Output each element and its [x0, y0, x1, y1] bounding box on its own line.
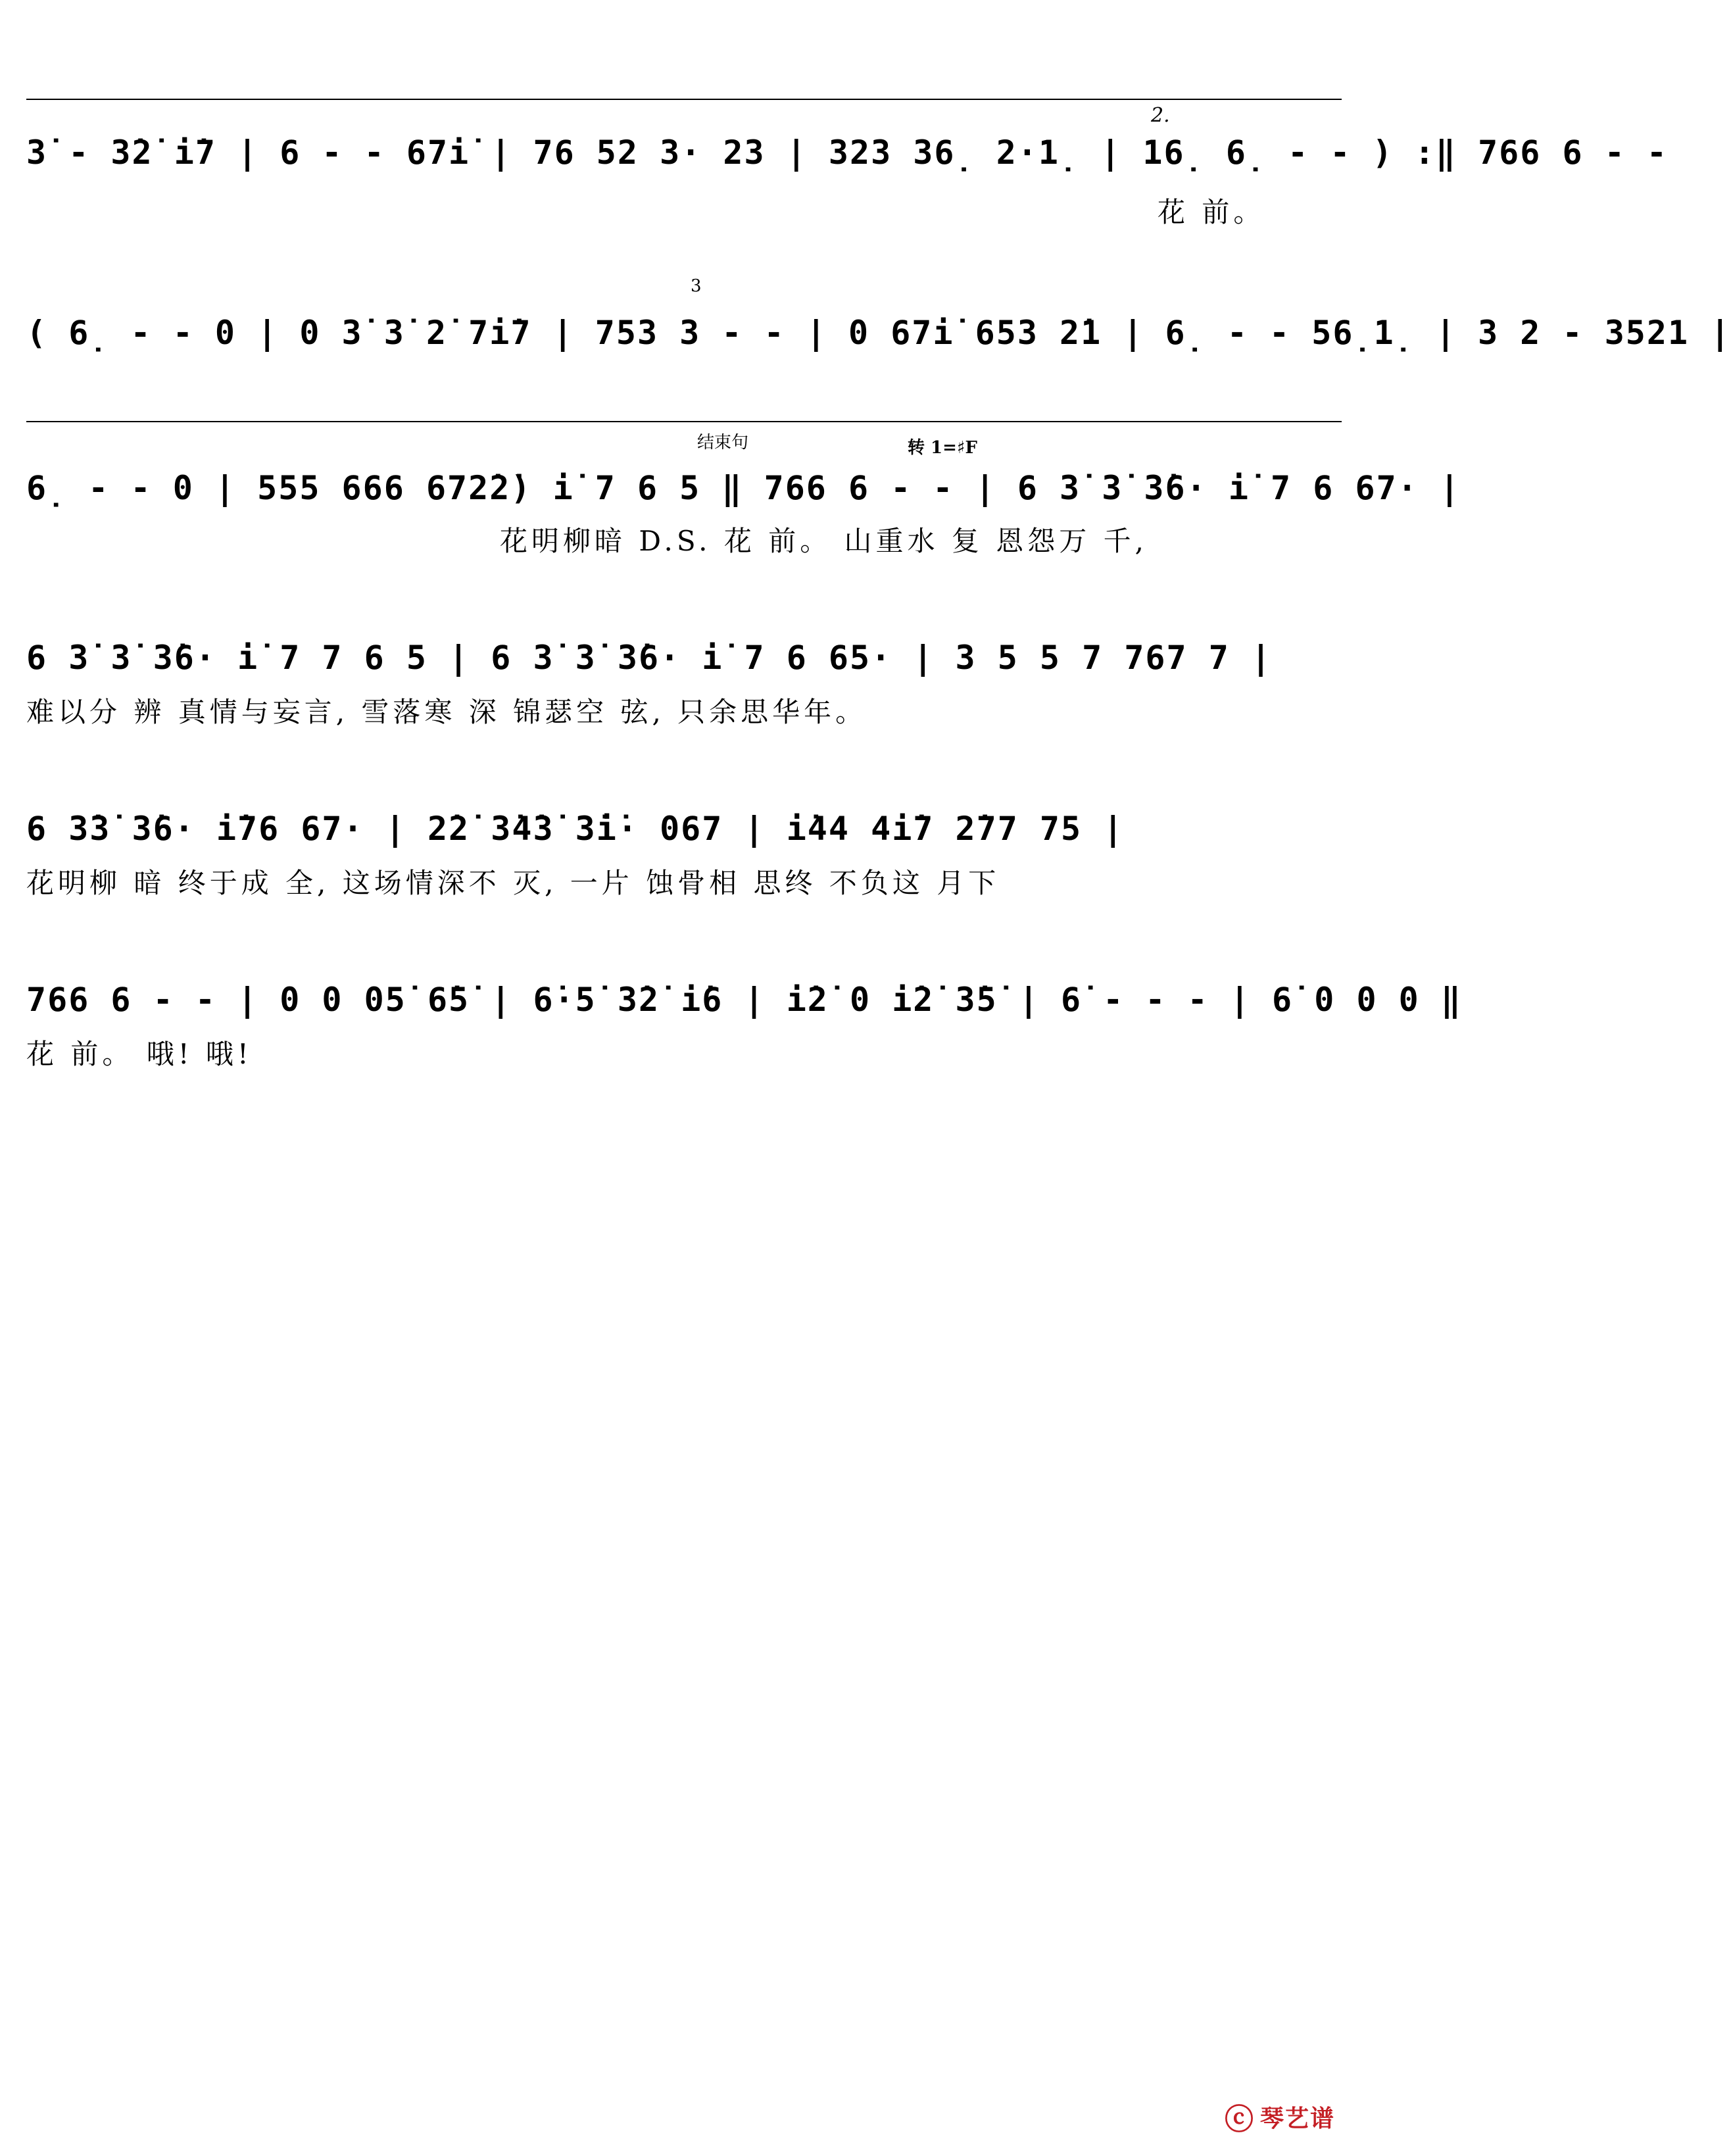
notation-row: [26, 306, 1731, 359]
score-system-3: [26, 421, 1461, 579]
qinyipu-logo-icon: ⓒ: [1224, 2103, 1254, 2136]
score-system-2: [26, 276, 1731, 408]
lyrics-line-1: 花 前。: [1158, 196, 1265, 228]
notation-row: [26, 631, 1342, 684]
lyrics-line-3: 花明柳暗 D.S. 花 前。 山重水 复 恩怨万 千,: [500, 525, 1148, 557]
lyrics-line-6: 花 前。 哦! 哦!: [26, 1038, 253, 1070]
notation-row: [26, 462, 1461, 514]
notation-row: [26, 126, 1668, 179]
notes-line-5: 6 3̇3̇ 3̇6· i̇76 67· | 2̇2̇ 3̇4̇3̇ 3̇i̇· 067 | i̇44 4i̇7 2̇77 75 |: [26, 810, 1125, 848]
score-system-4: [26, 605, 1342, 750]
staff-line: [26, 421, 1342, 422]
lyrics-line-5: 花明柳 暗 终于成 全, 这场情深不 灭, 一片 蚀骨相 思终 不负这 月下: [26, 867, 1000, 899]
watermark-logo: [1225, 2095, 1335, 2138]
triplet-mark: 3: [691, 276, 702, 296]
score-system-6: [26, 947, 1462, 1092]
notes-line-1: 3̇ - 3̇2̇ i̇7 | 6 - - 67i̇ | 76 52 3· 23 | 323 36̣ 2·1̣ | 16̣ 6̣ - - ) :‖ 766 6 - -: [26, 134, 1668, 172]
lyrics-line-4: 难以分 辨 真情与妄言, 雪落寒 深 锦瑟空 弦, 只余思华年。: [26, 696, 867, 728]
volta-ending-label: 2.: [1151, 104, 1170, 127]
notes-line-3: 6̣ - - 0 | 555 666 672̇2̇) i̇ 7 6 5 ‖ 766 6 - - | 6 3̇ 3̇ 3̇6· i̇ 7 6 67· |: [26, 469, 1461, 507]
notation-row: [26, 802, 1342, 855]
coda-label: 结束句: [697, 433, 749, 453]
staff-line: [26, 99, 1342, 100]
notes-line-6: 766 6 - - | 0 0 05̇ 6̇5̇ | 6̇·5̇ 3̇2̇ i̇6 | i̇2̇ 0 i̇2̇ 3̇5̇ | 6̇ - - - | 6̇ 0 0 0 ‖: [26, 981, 1462, 1019]
notation-row: [26, 973, 1462, 1026]
notes-line-4: 6 3̇ 3̇ 3̇6· i̇ 7 7 6 5 | 6 3̇ 3̇ 3̇6· i̇ 7 6 65· | 3 5 5 7 767 7 |: [26, 639, 1273, 677]
score-system-1: [26, 99, 1668, 250]
watermark-text: 琴艺谱: [1259, 2105, 1335, 2132]
score-system-5: [26, 776, 1342, 921]
notes-line-2: ( 6̣ - - 0 | 0 3̇ 3̇ 2̇ 7i̇7 | 753 3 - - | 0 67i̇ 653 2̇1 | 6̣ - - 56̣1̣ | 3 2 - 3521 |: [26, 314, 1731, 352]
key-change-label: 转 1=♯F: [908, 438, 977, 458]
